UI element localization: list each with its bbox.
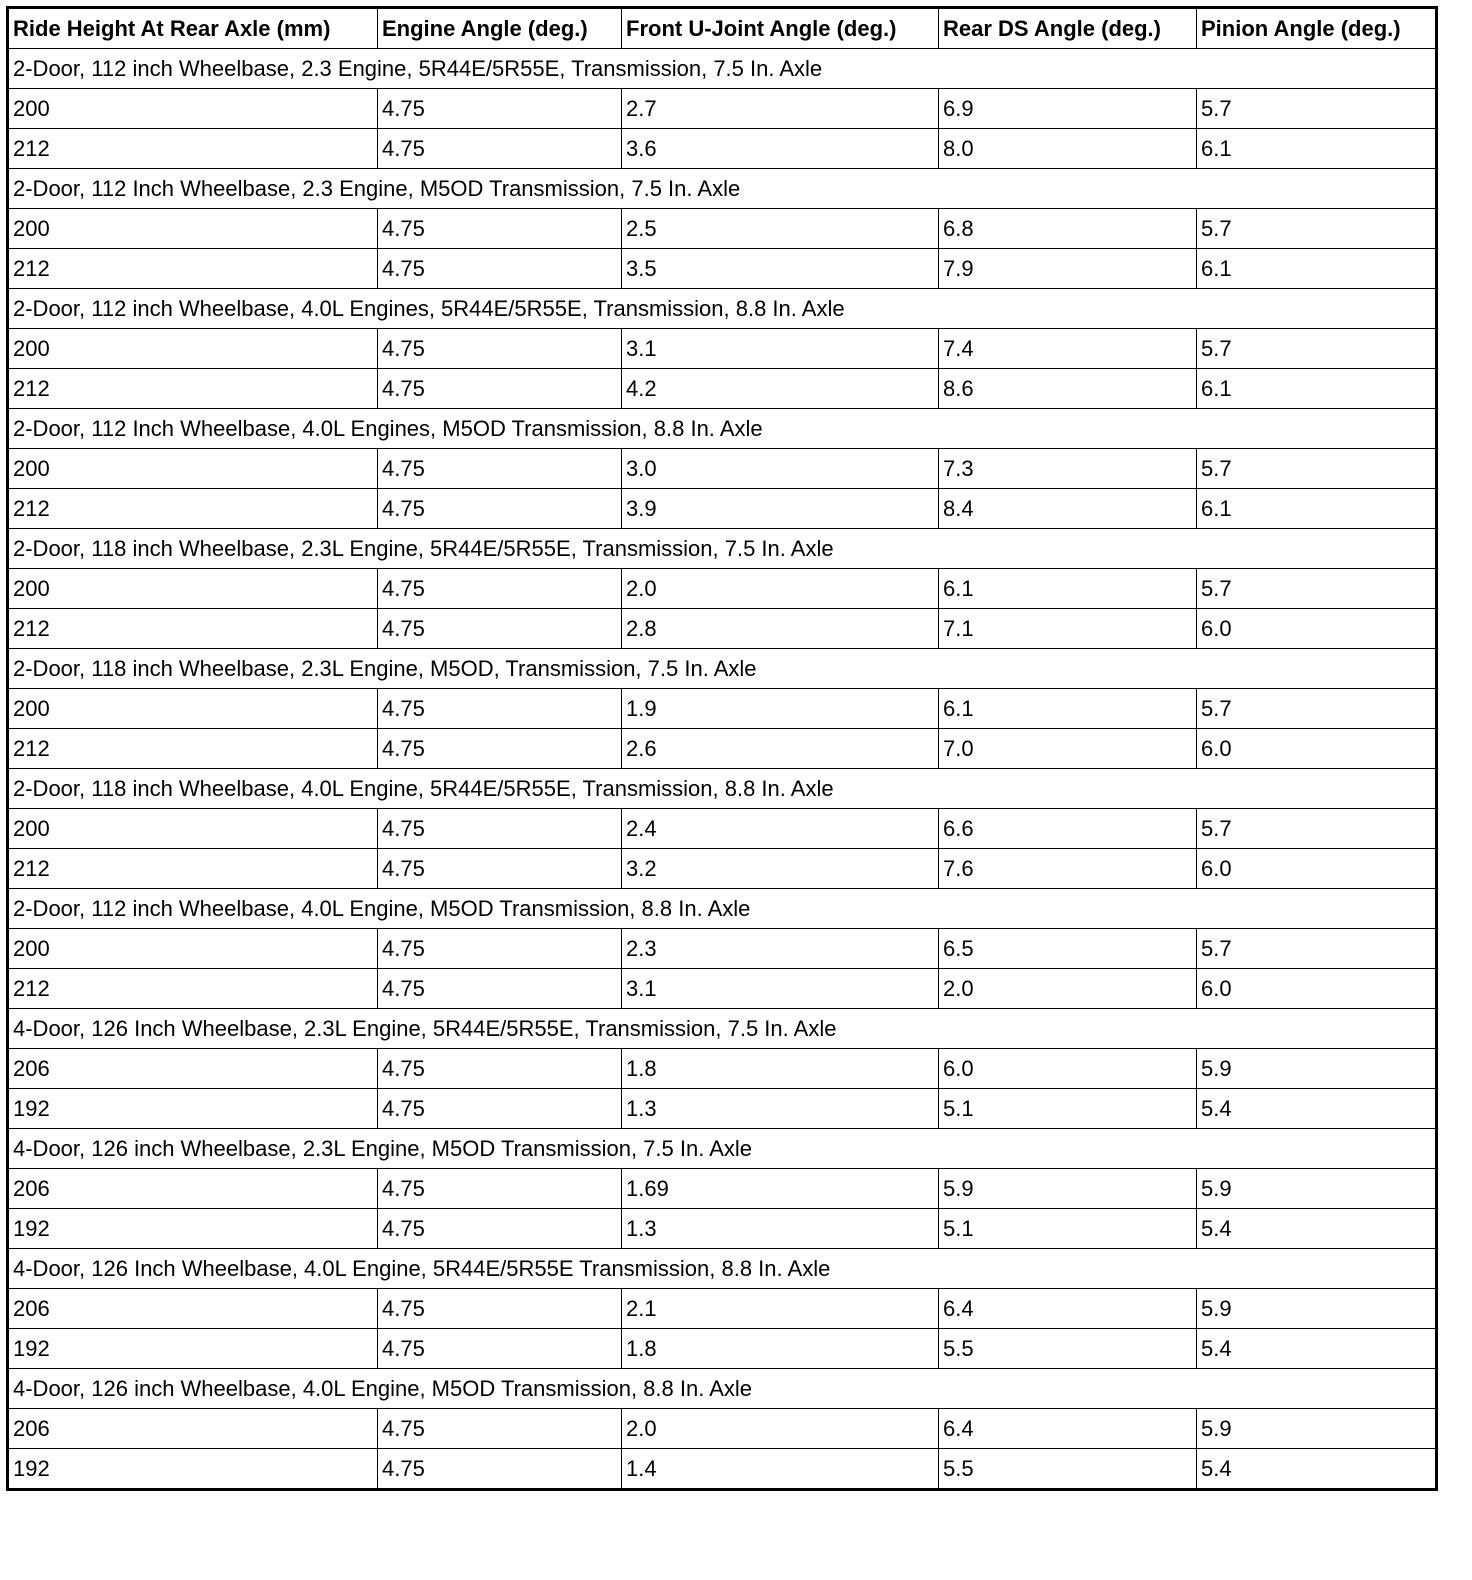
rear-ds-angle-cell: 5.5 — [939, 1329, 1197, 1369]
pinion-angle-cell: 5.4 — [1197, 1209, 1437, 1249]
ride-height-cell: 200 — [8, 569, 378, 609]
front-u-joint-angle-cell: 2.5 — [622, 209, 939, 249]
pinion-angle-cell: 5.9 — [1197, 1049, 1437, 1089]
group-header-row — [8, 289, 1437, 329]
engine-angle-cell: 4.75 — [378, 609, 622, 649]
table-row — [8, 569, 1437, 609]
rear-ds-angle-cell: 5.1 — [939, 1209, 1197, 1249]
engine-angle-cell: 4.75 — [378, 729, 622, 769]
engine-angle-cell: 4.75 — [378, 849, 622, 889]
pinion-angle-cell: 5.7 — [1197, 689, 1437, 729]
engine-angle-cell: 4.75 — [378, 929, 622, 969]
table-body — [8, 49, 1437, 1490]
engine-angle-cell: 4.75 — [378, 1209, 622, 1249]
rear-ds-angle-cell: 6.9 — [939, 89, 1197, 129]
rear-ds-angle-cell: 5.1 — [939, 1089, 1197, 1129]
engine-angle-cell: 4.75 — [378, 369, 622, 409]
table-row — [8, 329, 1437, 369]
front-u-joint-angle-cell: 1.3 — [622, 1089, 939, 1129]
ride-height-cell: 192 — [8, 1449, 378, 1490]
table-row — [8, 609, 1437, 649]
group-title: 2-Door, 118 inch Wheelbase, 2.3L Engine, 5R44E/5R55E, Transmission, 7.5 In. Axle — [8, 529, 1437, 569]
group-title: 4-Door, 126 inch Wheelbase, 4.0L Engine, M5OD Transmission, 8.8 In. Axle — [8, 1369, 1437, 1409]
engine-angle-cell: 4.75 — [378, 1329, 622, 1369]
pinion-angle-cell: 6.0 — [1197, 609, 1437, 649]
front-u-joint-angle-cell: 1.8 — [622, 1329, 939, 1369]
engine-angle-cell: 4.75 — [378, 449, 622, 489]
group-header-row — [8, 769, 1437, 809]
rear-ds-angle-cell: 6.4 — [939, 1289, 1197, 1329]
ride-height-cell: 206 — [8, 1049, 378, 1089]
engine-angle-cell: 4.75 — [378, 1449, 622, 1490]
front-u-joint-angle-cell: 3.5 — [622, 249, 939, 289]
front-u-joint-angle-cell: 1.9 — [622, 689, 939, 729]
front-u-joint-angle-cell: 2.1 — [622, 1289, 939, 1329]
table-row — [8, 1169, 1437, 1209]
header-row — [8, 8, 1437, 49]
header-pinion-angle: Pinion Angle (deg.) — [1197, 8, 1437, 49]
ride-height-cell: 212 — [8, 969, 378, 1009]
engine-angle-cell: 4.75 — [378, 1049, 622, 1089]
group-header-row — [8, 649, 1437, 689]
group-header-row — [8, 529, 1437, 569]
group-title: 2-Door, 112 inch Wheelbase, 4.0L Engines, 5R44E/5R55E, Transmission, 8.8 In. Axle — [8, 289, 1437, 329]
engine-angle-cell: 4.75 — [378, 89, 622, 129]
ride-height-cell: 192 — [8, 1329, 378, 1369]
rear-ds-angle-cell: 7.1 — [939, 609, 1197, 649]
engine-angle-cell: 4.75 — [378, 569, 622, 609]
rear-ds-angle-cell: 6.5 — [939, 929, 1197, 969]
group-title: 2-Door, 118 inch Wheelbase, 4.0L Engine, 5R44E/5R55E, Transmission, 8.8 In. Axle — [8, 769, 1437, 809]
rear-ds-angle-cell: 7.0 — [939, 729, 1197, 769]
front-u-joint-angle-cell: 1.8 — [622, 1049, 939, 1089]
engine-angle-cell: 4.75 — [378, 489, 622, 529]
front-u-joint-angle-cell: 1.4 — [622, 1449, 939, 1490]
pinion-angle-cell: 5.9 — [1197, 1409, 1437, 1449]
ride-height-cell: 212 — [8, 609, 378, 649]
pinion-angle-cell: 5.9 — [1197, 1169, 1437, 1209]
pinion-angle-cell: 5.7 — [1197, 569, 1437, 609]
group-header-row — [8, 169, 1437, 209]
rear-ds-angle-cell: 7.3 — [939, 449, 1197, 489]
front-u-joint-angle-cell: 3.6 — [622, 129, 939, 169]
engine-angle-cell: 4.75 — [378, 1089, 622, 1129]
group-header-row — [8, 1369, 1437, 1409]
driveshaft-angle-table — [6, 6, 1438, 1491]
front-u-joint-angle-cell: 2.7 — [622, 89, 939, 129]
table-row — [8, 1409, 1437, 1449]
engine-angle-cell: 4.75 — [378, 689, 622, 729]
pinion-angle-cell: 5.4 — [1197, 1449, 1437, 1490]
ride-height-cell: 212 — [8, 249, 378, 289]
front-u-joint-angle-cell: 2.6 — [622, 729, 939, 769]
ride-height-cell: 200 — [8, 809, 378, 849]
table-row — [8, 489, 1437, 529]
pinion-angle-cell: 5.7 — [1197, 209, 1437, 249]
front-u-joint-angle-cell: 2.0 — [622, 1409, 939, 1449]
rear-ds-angle-cell: 7.4 — [939, 329, 1197, 369]
front-u-joint-angle-cell: 4.2 — [622, 369, 939, 409]
pinion-angle-cell: 5.7 — [1197, 449, 1437, 489]
front-u-joint-angle-cell: 2.3 — [622, 929, 939, 969]
front-u-joint-angle-cell: 3.2 — [622, 849, 939, 889]
pinion-angle-cell: 6.0 — [1197, 849, 1437, 889]
ride-height-cell: 212 — [8, 849, 378, 889]
group-title: 4-Door, 126 inch Wheelbase, 2.3L Engine, M5OD Transmission, 7.5 In. Axle — [8, 1129, 1437, 1169]
pinion-angle-cell: 5.4 — [1197, 1089, 1437, 1129]
table-row — [8, 809, 1437, 849]
pinion-angle-cell: 5.7 — [1197, 809, 1437, 849]
ride-height-cell: 212 — [8, 729, 378, 769]
table-row — [8, 129, 1437, 169]
ride-height-cell: 212 — [8, 489, 378, 529]
table-row — [8, 209, 1437, 249]
rear-ds-angle-cell: 8.0 — [939, 129, 1197, 169]
front-u-joint-angle-cell: 3.1 — [622, 329, 939, 369]
ride-height-cell: 200 — [8, 689, 378, 729]
rear-ds-angle-cell: 8.4 — [939, 489, 1197, 529]
ride-height-cell: 200 — [8, 929, 378, 969]
engine-angle-cell: 4.75 — [378, 129, 622, 169]
pinion-angle-cell: 6.0 — [1197, 729, 1437, 769]
engine-angle-cell: 4.75 — [378, 1289, 622, 1329]
rear-ds-angle-cell: 8.6 — [939, 369, 1197, 409]
ride-height-cell: 200 — [8, 209, 378, 249]
pinion-angle-cell: 5.9 — [1197, 1289, 1437, 1329]
ride-height-cell: 206 — [8, 1289, 378, 1329]
pinion-angle-cell: 6.1 — [1197, 369, 1437, 409]
front-u-joint-angle-cell: 3.9 — [622, 489, 939, 529]
front-u-joint-angle-cell: 2.0 — [622, 569, 939, 609]
front-u-joint-angle-cell: 3.0 — [622, 449, 939, 489]
group-title: 2-Door, 118 inch Wheelbase, 2.3L Engine, M5OD, Transmission, 7.5 In. Axle — [8, 649, 1437, 689]
engine-angle-cell: 4.75 — [378, 1169, 622, 1209]
pinion-angle-cell: 5.7 — [1197, 89, 1437, 129]
group-header-row — [8, 49, 1437, 89]
ride-height-cell: 192 — [8, 1209, 378, 1249]
ride-height-cell: 192 — [8, 1089, 378, 1129]
rear-ds-angle-cell: 6.0 — [939, 1049, 1197, 1089]
pinion-angle-cell: 6.1 — [1197, 249, 1437, 289]
front-u-joint-angle-cell: 1.3 — [622, 1209, 939, 1249]
header-front-u-joint-angle: Front U-Joint Angle (deg.) — [622, 8, 939, 49]
pinion-angle-cell: 6.1 — [1197, 489, 1437, 529]
table-header — [8, 8, 1437, 49]
pinion-angle-cell: 5.7 — [1197, 929, 1437, 969]
table-row — [8, 369, 1437, 409]
rear-ds-angle-cell: 7.6 — [939, 849, 1197, 889]
ride-height-cell: 200 — [8, 329, 378, 369]
rear-ds-angle-cell: 7.9 — [939, 249, 1197, 289]
group-header-row — [8, 1009, 1437, 1049]
ride-height-cell: 212 — [8, 369, 378, 409]
pinion-angle-cell: 6.0 — [1197, 969, 1437, 1009]
table-row — [8, 1049, 1437, 1089]
header-ride-height: Ride Height At Rear Axle (mm) — [8, 8, 378, 49]
pinion-angle-cell: 6.1 — [1197, 129, 1437, 169]
rear-ds-angle-cell: 6.6 — [939, 809, 1197, 849]
group-title: 4-Door, 126 Inch Wheelbase, 4.0L Engine, 5R44E/5R55E Transmission, 8.8 In. Axle — [8, 1249, 1437, 1289]
group-header-row — [8, 1129, 1437, 1169]
group-title: 4-Door, 126 Inch Wheelbase, 2.3L Engine, 5R44E/5R55E, Transmission, 7.5 In. Axle — [8, 1009, 1437, 1049]
table-row — [8, 689, 1437, 729]
table-row — [8, 1209, 1437, 1249]
front-u-joint-angle-cell: 3.1 — [622, 969, 939, 1009]
ride-height-cell: 200 — [8, 449, 378, 489]
group-title: 2-Door, 112 inch Wheelbase, 4.0L Engine, M5OD Transmission, 8.8 In. Axle — [8, 889, 1437, 929]
engine-angle-cell: 4.75 — [378, 969, 622, 1009]
table-row — [8, 929, 1437, 969]
front-u-joint-angle-cell: 2.8 — [622, 609, 939, 649]
table-row — [8, 249, 1437, 289]
group-title: 2-Door, 112 inch Wheelbase, 2.3 Engine, 5R44E/5R55E, Transmission, 7.5 In. Axle — [8, 49, 1437, 89]
table-row — [8, 1289, 1437, 1329]
engine-angle-cell: 4.75 — [378, 329, 622, 369]
rear-ds-angle-cell: 6.1 — [939, 569, 1197, 609]
engine-angle-cell: 4.75 — [378, 1409, 622, 1449]
group-title: 2-Door, 112 Inch Wheelbase, 4.0L Engines, M5OD Transmission, 8.8 In. Axle — [8, 409, 1437, 449]
group-title: 2-Door, 112 Inch Wheelbase, 2.3 Engine, M5OD Transmission, 7.5 In. Axle — [8, 169, 1437, 209]
ride-height-cell: 200 — [8, 89, 378, 129]
header-rear-ds-angle: Rear DS Angle (deg.) — [939, 8, 1197, 49]
group-header-row — [8, 889, 1437, 929]
table-row — [8, 449, 1437, 489]
ride-height-cell: 206 — [8, 1169, 378, 1209]
rear-ds-angle-cell: 5.5 — [939, 1449, 1197, 1490]
rear-ds-angle-cell: 6.1 — [939, 689, 1197, 729]
engine-angle-cell: 4.75 — [378, 209, 622, 249]
group-header-row — [8, 1249, 1437, 1289]
table-row — [8, 1089, 1437, 1129]
table-row — [8, 969, 1437, 1009]
rear-ds-angle-cell: 6.4 — [939, 1409, 1197, 1449]
pinion-angle-cell: 5.7 — [1197, 329, 1437, 369]
table-row — [8, 1449, 1437, 1490]
header-engine-angle: Engine Angle (deg.) — [378, 8, 622, 49]
engine-angle-cell: 4.75 — [378, 809, 622, 849]
pinion-angle-cell: 5.4 — [1197, 1329, 1437, 1369]
front-u-joint-angle-cell: 1.69 — [622, 1169, 939, 1209]
table-row — [8, 1329, 1437, 1369]
rear-ds-angle-cell: 6.8 — [939, 209, 1197, 249]
engine-angle-cell: 4.75 — [378, 249, 622, 289]
table-row — [8, 89, 1437, 129]
table-row — [8, 729, 1437, 769]
rear-ds-angle-cell: 5.9 — [939, 1169, 1197, 1209]
ride-height-cell: 212 — [8, 129, 378, 169]
group-header-row — [8, 409, 1437, 449]
rear-ds-angle-cell: 2.0 — [939, 969, 1197, 1009]
table-row — [8, 849, 1437, 889]
ride-height-cell: 206 — [8, 1409, 378, 1449]
front-u-joint-angle-cell: 2.4 — [622, 809, 939, 849]
